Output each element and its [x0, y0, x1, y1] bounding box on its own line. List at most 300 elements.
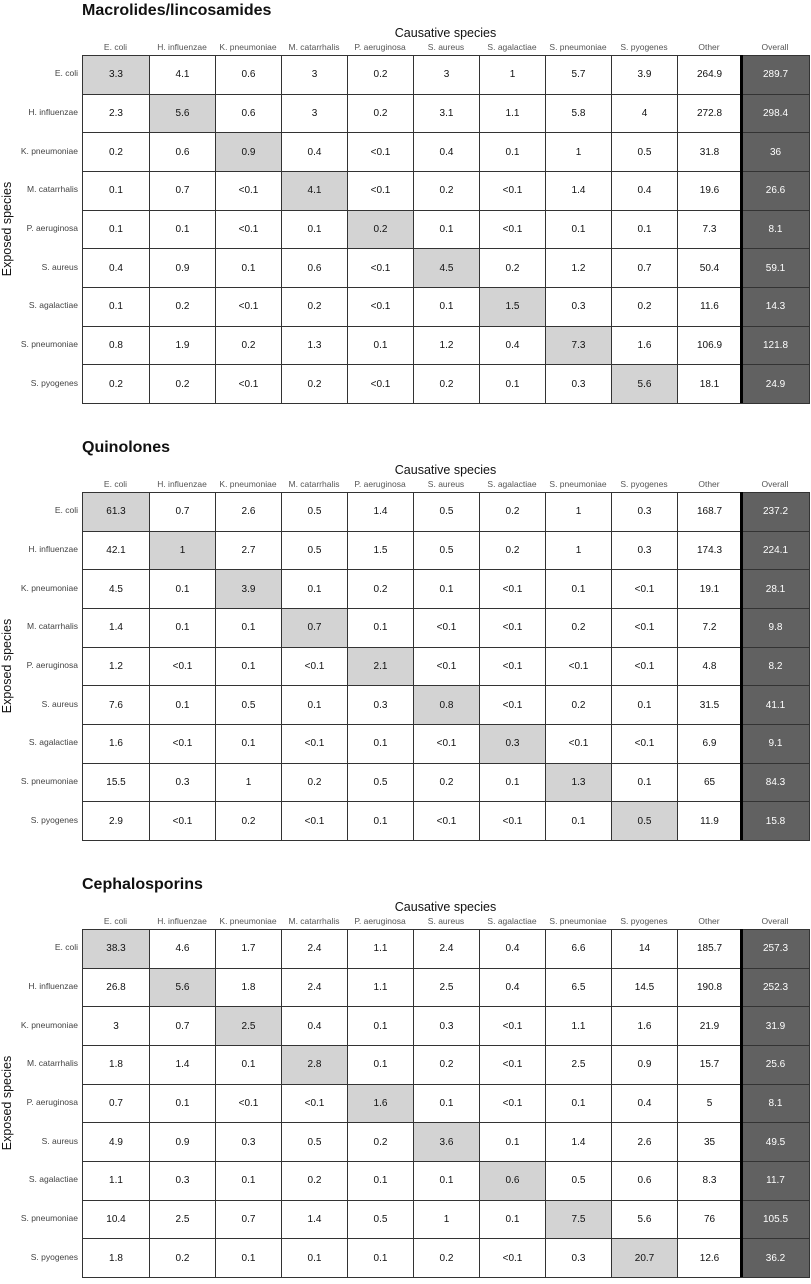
heatmap-cell: 1.2: [82, 647, 150, 687]
heatmap-cell: <0.1: [149, 647, 216, 687]
heatmap-cell: 14: [611, 929, 678, 969]
column-label: M. catarrhalis: [288, 42, 340, 52]
heatmap-cell: 36.2: [741, 1238, 810, 1278]
heatmap-cell: <0.1: [479, 210, 546, 250]
heatmap-cell: 0.2: [545, 608, 612, 648]
heatmap-cell: 0.7: [149, 1006, 216, 1046]
heatmap-cell: 0.7: [281, 608, 348, 648]
heatmap-cell: 0.2: [281, 287, 348, 327]
heatmap-cell: <0.1: [347, 171, 414, 211]
heatmap-cell: 0.1: [347, 1006, 414, 1046]
heatmap-cell: 0.6: [479, 1161, 546, 1201]
heatmap-cell: 1.6: [82, 724, 150, 764]
heatmap-cell: 0.2: [149, 364, 216, 404]
heatmap-cell: 2.6: [611, 1122, 678, 1162]
column-label: S. agalactiae: [487, 916, 537, 926]
heatmap-cell: 168.7: [677, 492, 742, 532]
heatmap-cell: 11.7: [741, 1161, 810, 1201]
heatmap-cell: 0.8: [82, 326, 150, 366]
column-label: Overall: [761, 42, 789, 52]
row-label: S. pneumoniae: [20, 339, 78, 350]
row-label: M. catarrhalis: [26, 184, 78, 195]
y-axis-label: Exposed species: [0, 1055, 14, 1151]
heatmap-cell: 0.7: [215, 1200, 282, 1240]
heatmap-cell: 0.8: [413, 685, 480, 725]
row-label: K. pneumoniae: [20, 1019, 78, 1030]
overall-separator: [740, 929, 743, 1277]
row-label: S. pyogenes: [30, 377, 78, 388]
heatmap-cell: 0.5: [215, 685, 282, 725]
heatmap-cell: 0.1: [413, 569, 480, 609]
heatmap-cell: 185.7: [677, 929, 742, 969]
column-label: H. influenzae: [157, 479, 207, 489]
heatmap-cell: 38.3: [82, 929, 150, 969]
heatmap-cell: 6.6: [545, 929, 612, 969]
heatmap-cell: 0.2: [347, 94, 414, 134]
row-label: S. aureus: [41, 698, 78, 709]
heatmap-cell: 0.3: [479, 724, 546, 764]
heatmap-cell: 15.5: [82, 763, 150, 803]
row-label: S. aureus: [41, 261, 78, 272]
heatmap-cell: 2.4: [281, 929, 348, 969]
heatmap-cell: 0.6: [611, 1161, 678, 1201]
heatmap-cell: 0.2: [281, 763, 348, 803]
column-label: S. pyogenes: [620, 916, 668, 926]
heatmap-cell: 7.2: [677, 608, 742, 648]
heatmap-cell: 1.4: [347, 492, 414, 532]
panel-title: Quinolones: [82, 439, 170, 456]
heatmap-cell: 5.6: [611, 364, 678, 404]
heatmap-cell: 0.1: [479, 1200, 546, 1240]
heatmap-cell: 0.1: [215, 1045, 282, 1085]
heatmap-cell: 15.7: [677, 1045, 742, 1085]
heatmap-cell: 1.3: [281, 326, 348, 366]
heatmap-cell: 0.4: [479, 929, 546, 969]
heatmap-cell: 50.4: [677, 248, 742, 288]
heatmap-cell: 0.5: [347, 763, 414, 803]
x-axis-label: Causative species: [394, 463, 497, 477]
heatmap-cell: 0.7: [82, 1084, 150, 1124]
heatmap-cell: 1.4: [149, 1045, 216, 1085]
row-label: H. influenzae: [28, 981, 78, 991]
heatmap-cell: 0.5: [413, 492, 480, 532]
heatmap-cell: <0.1: [479, 1084, 546, 1124]
heatmap-cell: 1.4: [281, 1200, 348, 1240]
heatmap-cell: 0.1: [149, 569, 216, 609]
row-label: S. pyogenes: [30, 1251, 78, 1262]
heatmap-cell: 0.3: [545, 1238, 612, 1278]
heatmap-cell: <0.1: [479, 608, 546, 648]
heatmap-cell: 0.1: [611, 685, 678, 725]
heatmap-cell: 174.3: [677, 531, 742, 571]
heatmap-cell: <0.1: [479, 801, 546, 841]
heatmap-cell: <0.1: [413, 801, 480, 841]
heatmap-cell: 5.7: [545, 55, 612, 95]
heatmap-cell: <0.1: [281, 801, 348, 841]
heatmap-cell: 0.2: [215, 326, 282, 366]
heatmap-cell: 1.2: [545, 248, 612, 288]
heatmap-cell: 0.3: [611, 492, 678, 532]
heatmap-cell: 1: [545, 132, 612, 172]
heatmap-cell: 0.2: [281, 1161, 348, 1201]
heatmap-cell: 0.7: [611, 248, 678, 288]
heatmap-cell: 0.3: [545, 287, 612, 327]
heatmap-cell: <0.1: [611, 647, 678, 687]
heatmap-cell: 0.1: [545, 569, 612, 609]
heatmap-cell: 4.6: [149, 929, 216, 969]
heatmap-cell: 0.1: [611, 210, 678, 250]
heatmap-cell: 65: [677, 763, 742, 803]
heatmap-cell: 0.3: [611, 531, 678, 571]
heatmap-cell: 0.6: [215, 55, 282, 95]
row-label: H. influenzae: [28, 107, 78, 117]
heatmap-cell: 1: [545, 492, 612, 532]
heatmap-cell: 0.2: [149, 1238, 216, 1278]
heatmap-cell: 1.7: [215, 929, 282, 969]
heatmap-cell: <0.1: [347, 248, 414, 288]
heatmap-cell: 19.6: [677, 171, 742, 211]
row-label: S. pneumoniae: [20, 776, 78, 787]
heatmap-cell: 0.2: [479, 248, 546, 288]
heatmap-cell: 224.1: [741, 531, 810, 571]
heatmap-cell: 237.2: [741, 492, 810, 532]
heatmap-panel: [0, 874, 811, 1284]
heatmap-cell: <0.1: [545, 647, 612, 687]
heatmap-cell: 21.9: [677, 1006, 742, 1046]
heatmap-cell: <0.1: [347, 132, 414, 172]
heatmap-cell: 8.1: [741, 1084, 810, 1124]
heatmap-cell: 26.8: [82, 968, 150, 1008]
heatmap-cell: <0.1: [479, 1006, 546, 1046]
heatmap-cell: 1.1: [347, 968, 414, 1008]
heatmap-cell: 2.7: [215, 531, 282, 571]
heatmap-cell: 0.6: [281, 248, 348, 288]
column-label: Overall: [761, 916, 789, 926]
heatmap-cell: 18.1: [677, 364, 742, 404]
heatmap-cell: 2.6: [215, 492, 282, 532]
row-label: P. aeruginosa: [26, 1097, 78, 1107]
heatmap-cell: 2.9: [82, 801, 150, 841]
row-label: K. pneumoniae: [20, 145, 78, 156]
heatmap-cell: 3: [413, 55, 480, 95]
heatmap-cell: 257.3: [741, 929, 810, 969]
heatmap-cell: <0.1: [611, 569, 678, 609]
heatmap-cell: 1.4: [82, 608, 150, 648]
heatmap-cell: 4.5: [413, 248, 480, 288]
row-label: E. coli: [54, 68, 78, 79]
heatmap-cell: 8.1: [741, 210, 810, 250]
heatmap-cell: 7.3: [677, 210, 742, 250]
heatmap-cell: 0.1: [347, 1045, 414, 1085]
heatmap-cell: 1: [215, 763, 282, 803]
panel-title: Macrolides/lincosamides: [82, 2, 272, 19]
heatmap-cell: 0.2: [347, 55, 414, 95]
heatmap-cell: 0.3: [215, 1122, 282, 1162]
x-axis-label: Causative species: [394, 26, 497, 40]
heatmap-cell: 1.1: [479, 94, 546, 134]
heatmap-cell: 0.5: [413, 531, 480, 571]
row-label: S. pneumoniae: [20, 1213, 78, 1224]
row-label: E. coli: [54, 505, 78, 516]
heatmap-cell: 0.1: [215, 1161, 282, 1201]
heatmap-cell: 0.1: [149, 608, 216, 648]
heatmap-cell: 0.1: [82, 287, 150, 327]
heatmap-cell: 0.4: [611, 1084, 678, 1124]
heatmap-cell: 0.1: [611, 763, 678, 803]
heatmap-cell: 0.2: [413, 763, 480, 803]
row-label: S. agalactiae: [28, 300, 78, 311]
heatmap-cell: 2.5: [413, 968, 480, 1008]
heatmap-cell: 0.6: [215, 94, 282, 134]
heatmap-cell: 0.1: [413, 1161, 480, 1201]
panel-title: Cephalosporins: [82, 876, 203, 893]
overall-separator: [740, 492, 743, 840]
heatmap-cell: 84.3: [741, 763, 810, 803]
heatmap-cell: 1.4: [545, 1122, 612, 1162]
heatmap-cell: 0.2: [413, 171, 480, 211]
heatmap-cell: <0.1: [413, 608, 480, 648]
heatmap-cell: 289.7: [741, 55, 810, 95]
row-label: H. influenzae: [28, 544, 78, 554]
heatmap-cell: 4.1: [281, 171, 348, 211]
heatmap-cell: 76: [677, 1200, 742, 1240]
heatmap-cell: 0.2: [347, 210, 414, 250]
heatmap-cell: 5: [677, 1084, 742, 1124]
heatmap-cell: <0.1: [413, 647, 480, 687]
heatmap-cell: 0.5: [281, 492, 348, 532]
heatmap-cell: 0.3: [347, 685, 414, 725]
heatmap-cell: 14.5: [611, 968, 678, 1008]
heatmap-cell: 0.1: [215, 248, 282, 288]
heatmap-cell: 12.6: [677, 1238, 742, 1278]
heatmap-cell: 0.2: [149, 287, 216, 327]
heatmap-cell: 2.5: [545, 1045, 612, 1085]
column-label: S. agalactiae: [487, 42, 537, 52]
heatmap-cell: <0.1: [281, 724, 348, 764]
heatmap-cell: 6.5: [545, 968, 612, 1008]
heatmap-cell: 1.2: [413, 326, 480, 366]
heatmap-cell: 1: [413, 1200, 480, 1240]
heatmap-grid: [82, 55, 809, 403]
heatmap-cell: 4.1: [149, 55, 216, 95]
column-label: S. pyogenes: [620, 42, 668, 52]
heatmap-cell: 1.6: [611, 1006, 678, 1046]
heatmap-cell: 0.1: [281, 1238, 348, 1278]
heatmap-cell: 3.6: [413, 1122, 480, 1162]
heatmap-cell: 0.5: [281, 1122, 348, 1162]
heatmap-cell: 11.9: [677, 801, 742, 841]
heatmap-cell: 0.5: [611, 801, 678, 841]
heatmap-cell: 7.6: [82, 685, 150, 725]
column-label: S. pneumoniae: [549, 42, 607, 52]
heatmap-cell: 0.1: [149, 685, 216, 725]
heatmap-cell: 0.4: [413, 132, 480, 172]
heatmap-cell: 19.1: [677, 569, 742, 609]
heatmap-cell: 2.8: [281, 1045, 348, 1085]
row-label: S. agalactiae: [28, 1174, 78, 1185]
heatmap-cell: 0.1: [281, 685, 348, 725]
heatmap-cell: 42.1: [82, 531, 150, 571]
heatmap-cell: 3.9: [215, 569, 282, 609]
heatmap-cell: 0.2: [281, 364, 348, 404]
heatmap-cell: 1: [149, 531, 216, 571]
heatmap-cell: <0.1: [479, 171, 546, 211]
column-label: K. pneumoniae: [219, 479, 277, 489]
heatmap-cell: 6.9: [677, 724, 742, 764]
heatmap-cell: 2.4: [281, 968, 348, 1008]
column-label: S. aureus: [427, 916, 465, 926]
heatmap-cell: 0.2: [611, 287, 678, 327]
column-label: M. catarrhalis: [288, 479, 340, 489]
heatmap-cell: 41.1: [741, 685, 810, 725]
heatmap-cell: 0.4: [281, 132, 348, 172]
heatmap-cell: 4.5: [82, 569, 150, 609]
heatmap-cell: 8.3: [677, 1161, 742, 1201]
heatmap-cell: 35: [677, 1122, 742, 1162]
column-label: S. aureus: [427, 479, 465, 489]
column-label: E. coli: [103, 916, 128, 926]
column-label: H. influenzae: [157, 42, 207, 52]
column-label: K. pneumoniae: [219, 42, 277, 52]
column-label: Overall: [761, 479, 789, 489]
heatmap-cell: <0.1: [215, 364, 282, 404]
heatmap-cell: 0.1: [347, 724, 414, 764]
y-axis-label: Exposed species: [0, 618, 14, 714]
column-label: S. pneumoniae: [549, 916, 607, 926]
heatmap-cell: 0.4: [611, 171, 678, 211]
heatmap-cell: 49.5: [741, 1122, 810, 1162]
heatmap-cell: 59.1: [741, 248, 810, 288]
heatmap-cell: 0.2: [413, 364, 480, 404]
heatmap-cell: <0.1: [215, 287, 282, 327]
heatmap-cell: <0.1: [347, 287, 414, 327]
heatmap-cell: 0.4: [479, 968, 546, 1008]
heatmap-cell: 0.2: [479, 492, 546, 532]
row-label: P. aeruginosa: [26, 223, 78, 233]
heatmap-cell: <0.1: [347, 364, 414, 404]
heatmap-cell: 31.8: [677, 132, 742, 172]
heatmap-cell: 0.7: [149, 492, 216, 532]
heatmap-cell: 5.6: [149, 94, 216, 134]
heatmap-cell: 0.1: [149, 1084, 216, 1124]
heatmap-cell: 10.4: [82, 1200, 150, 1240]
heatmap-cell: 61.3: [82, 492, 150, 532]
heatmap-cell: 0.1: [281, 210, 348, 250]
heatmap-cell: 0.4: [82, 248, 150, 288]
column-label: H. influenzae: [157, 916, 207, 926]
heatmap-panel: [0, 0, 811, 410]
heatmap-cell: 0.1: [347, 608, 414, 648]
heatmap-cell: 5.6: [149, 968, 216, 1008]
heatmap-cell: 0.4: [281, 1006, 348, 1046]
heatmap-cell: 31.5: [677, 685, 742, 725]
heatmap-cell: 0.5: [611, 132, 678, 172]
heatmap-cell: 0.1: [479, 763, 546, 803]
heatmap-cell: 0.5: [545, 1161, 612, 1201]
heatmap-cell: 1.6: [347, 1084, 414, 1124]
heatmap-cell: 7.3: [545, 326, 612, 366]
heatmap-cell: 0.5: [281, 531, 348, 571]
heatmap-cell: 0.2: [347, 569, 414, 609]
row-label: K. pneumoniae: [20, 582, 78, 593]
column-label: P. aeruginosa: [354, 479, 406, 489]
heatmap-cell: <0.1: [149, 724, 216, 764]
heatmap-cell: 20.7: [611, 1238, 678, 1278]
heatmap-cell: 0.9: [215, 132, 282, 172]
heatmap-cell: 0.3: [413, 1006, 480, 1046]
heatmap-cell: 0.1: [413, 210, 480, 250]
heatmap-cell: <0.1: [545, 724, 612, 764]
heatmap-cell: 9.8: [741, 608, 810, 648]
heatmap-cell: 0.1: [479, 132, 546, 172]
heatmap-cell: 0.2: [215, 801, 282, 841]
heatmap-cell: 36: [741, 132, 810, 172]
heatmap-cell: 0.1: [347, 326, 414, 366]
heatmap-grid: [82, 929, 809, 1277]
heatmap-cell: 0.1: [281, 569, 348, 609]
heatmap-cell: <0.1: [479, 1238, 546, 1278]
heatmap-cell: 0.1: [347, 1161, 414, 1201]
column-label: P. aeruginosa: [354, 916, 406, 926]
heatmap-cell: 1.1: [347, 929, 414, 969]
heatmap-cell: 190.8: [677, 968, 742, 1008]
heatmap-cell: <0.1: [149, 801, 216, 841]
column-label: E. coli: [103, 42, 128, 52]
heatmap-cell: 4: [611, 94, 678, 134]
column-label: Other: [698, 479, 720, 489]
heatmap-cell: 8.2: [741, 647, 810, 687]
heatmap-cell: 31.9: [741, 1006, 810, 1046]
row-label: P. aeruginosa: [26, 660, 78, 670]
heatmap-cell: 0.6: [149, 132, 216, 172]
heatmap-cell: 2.1: [347, 647, 414, 687]
heatmap-cell: 3: [281, 55, 348, 95]
heatmap-cell: 0.2: [413, 1238, 480, 1278]
heatmap-cell: <0.1: [611, 608, 678, 648]
heatmap-cell: 4.9: [82, 1122, 150, 1162]
column-label: E. coli: [103, 479, 128, 489]
heatmap-cell: 0.5: [347, 1200, 414, 1240]
heatmap-cell: 0.3: [545, 364, 612, 404]
heatmap-cell: 106.9: [677, 326, 742, 366]
heatmap-cell: 3.3: [82, 55, 150, 95]
heatmap-cell: 1.8: [82, 1045, 150, 1085]
heatmap-cell: 15.8: [741, 801, 810, 841]
heatmap-cell: <0.1: [479, 647, 546, 687]
heatmap-cell: 0.1: [82, 171, 150, 211]
heatmap-cell: <0.1: [611, 724, 678, 764]
heatmap-cell: <0.1: [479, 685, 546, 725]
column-label: Other: [698, 42, 720, 52]
overall-separator: [740, 55, 743, 403]
heatmap-cell: <0.1: [215, 171, 282, 211]
heatmap-cell: 0.1: [545, 210, 612, 250]
heatmap-cell: <0.1: [215, 210, 282, 250]
heatmap-cell: 4.8: [677, 647, 742, 687]
column-label: K. pneumoniae: [219, 916, 277, 926]
row-label: M. catarrhalis: [26, 621, 78, 632]
heatmap-cell: 0.3: [149, 763, 216, 803]
heatmap-cell: 0.1: [347, 1238, 414, 1278]
heatmap-cell: 0.1: [545, 1084, 612, 1124]
heatmap-cell: 0.1: [413, 287, 480, 327]
heatmap-cell: 0.1: [215, 647, 282, 687]
heatmap-cell: 0.2: [479, 531, 546, 571]
heatmap-cell: 3.9: [611, 55, 678, 95]
heatmap-cell: 0.7: [149, 171, 216, 211]
heatmap-cell: 5.8: [545, 94, 612, 134]
heatmap-cell: 0.4: [479, 326, 546, 366]
